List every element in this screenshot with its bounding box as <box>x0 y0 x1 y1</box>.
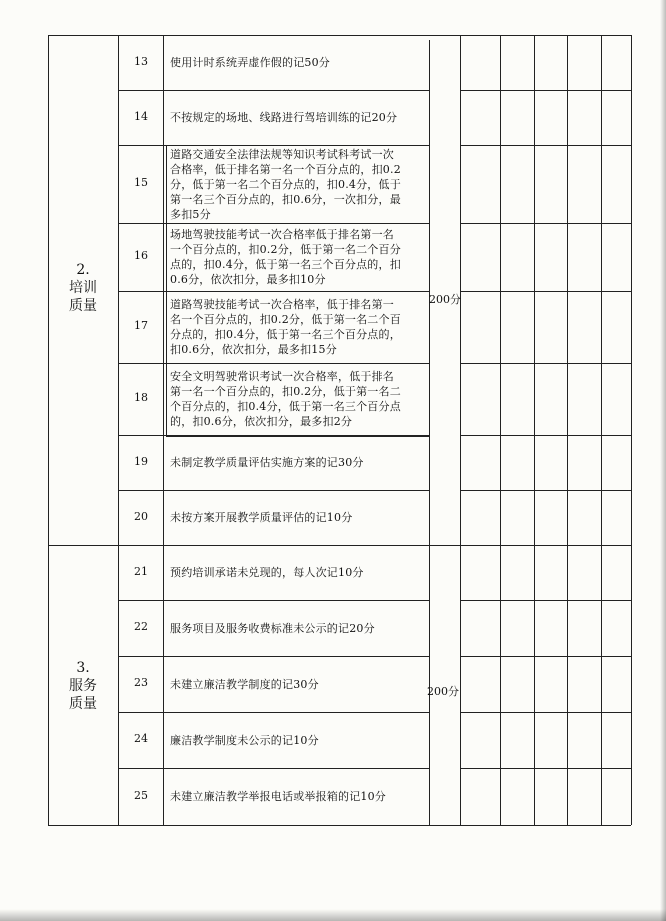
row-line <box>460 363 631 364</box>
criterion-line: 服务项目及服务收费标准未公示的记20分 <box>170 621 375 635</box>
criterion-line: 使用计时系统弄虚作假的记50分 <box>170 56 330 69</box>
table-border-bottom <box>48 825 631 826</box>
category-score: 200分 <box>429 293 461 306</box>
row-line <box>118 600 429 601</box>
row-line <box>460 712 631 713</box>
table-col-line <box>567 35 568 825</box>
criterion-line: 廉洁教学制度未公示的记10分 <box>170 733 319 747</box>
table-border-top <box>48 35 631 36</box>
table-col-line <box>163 35 164 825</box>
criterion-line: 预约培训承诺未兑现的，每人次记10分 <box>170 566 364 579</box>
table-col-line <box>460 35 461 825</box>
row-number: 14 <box>134 109 148 123</box>
criterion-line: 0.6分，依次扣分，最多扣10分 <box>170 273 326 286</box>
row-criterion-text <box>170 110 428 125</box>
row-number: 25 <box>134 788 148 802</box>
row-line <box>460 90 631 91</box>
row-line <box>118 712 429 713</box>
row-line <box>118 90 429 91</box>
row-criterion-text <box>170 227 428 287</box>
row-line <box>118 490 429 491</box>
criterion-line: 扣0.6分，依次扣分，最多扣15分 <box>170 343 337 356</box>
table-border-right <box>631 35 632 825</box>
row-line <box>460 768 631 769</box>
table-col-line <box>500 35 501 825</box>
criterion-line: 未制定教学质量评估实施方案的记30分 <box>170 456 364 469</box>
criterion-line: 未建立廉洁教学举报电话或举报箱的记10分 <box>170 790 386 803</box>
row-number: 21 <box>134 564 148 578</box>
row-number: 15 <box>134 176 148 189</box>
criterion-line: 合格率，低于排名第一名一个百分点的，扣0.2 <box>170 162 401 176</box>
category-number: 2. <box>76 262 90 278</box>
row-line <box>460 435 631 436</box>
scan-edge-shadow <box>660 0 666 921</box>
row-number: 22 <box>134 620 148 633</box>
table-col-line <box>118 35 119 825</box>
row-number: 19 <box>134 454 148 468</box>
row-criterion-text <box>170 621 428 636</box>
row-line <box>460 145 631 146</box>
scan-edge-shadow <box>0 909 666 921</box>
row-line <box>460 490 631 491</box>
criterion-line: 不按规定的场地、线路进行驾培训练的记20分 <box>170 111 398 124</box>
criterion-line: 未按方案开展教学质量评估的记10分 <box>170 511 353 524</box>
criterion-line: 第一名三个百分点的，扣0.6分，一次扣分，最 <box>170 192 401 206</box>
row-line <box>118 656 429 657</box>
row-criterion-text <box>170 55 428 70</box>
criterion-line: 个百分点的，扣0.4分，低于第一名三个百分点 <box>170 400 401 413</box>
row-line <box>460 656 631 657</box>
row-criterion-text <box>170 297 428 357</box>
criterion-line: 未建立廉洁教学制度的记30分 <box>170 677 319 691</box>
criterion-line: 点的，扣0.4分，低于第一名三个百分点的，扣 <box>170 258 401 271</box>
row-criterion-text <box>170 677 428 692</box>
criterion-line: 场地驾驶技能考试一次合格率低于排名第一名 <box>170 228 394 241</box>
row-line <box>460 600 631 601</box>
row-criterion-text <box>170 369 428 429</box>
criterion-line: 道路驾驶技能考试一次合格率，低于排名第一 <box>170 298 394 311</box>
row-line <box>118 768 429 769</box>
row-number: 16 <box>134 249 148 262</box>
row-criterion-text <box>170 789 428 804</box>
row-number: 24 <box>134 732 148 745</box>
row-number: 20 <box>134 509 148 523</box>
criterion-line: 名一个百分点的，扣0.2分，低于第一名二个百 <box>170 313 401 326</box>
criterion-line: 第一名一个百分点的，扣0.2分，低于第一名二 <box>170 385 401 398</box>
row-number: 18 <box>134 391 148 404</box>
category-name-line2: 质量 <box>69 696 97 712</box>
table-col-line <box>534 35 535 825</box>
category-name-line1: 服务 <box>69 678 97 694</box>
criterion-line: 多扣5分 <box>170 207 211 221</box>
criterion-line: 的，扣0.6分，依次扣分，最多扣2分 <box>170 415 353 428</box>
row-line <box>460 291 631 292</box>
row-number: 23 <box>134 676 148 689</box>
evaluation-table <box>48 35 631 825</box>
category-score: 200分 <box>427 685 459 698</box>
row-criterion-text <box>170 733 428 748</box>
row-criterion-text <box>170 565 428 580</box>
criterion-line: 分点的，扣0.4分，低于第一名三个百分点的， <box>170 328 401 341</box>
row-line <box>460 223 631 224</box>
row-criterion-text <box>170 147 428 222</box>
row-criterion-text <box>170 455 428 470</box>
category-name-line2: 质量 <box>69 298 97 314</box>
category-name-line1: 培训 <box>69 280 97 296</box>
criterion-line: 分，低于第一名二个百分点的，扣0.4分，低于 <box>170 177 401 191</box>
criterion-line: 安全文明驾驶常识考试一次合格率，低于排名 <box>170 370 394 383</box>
category-training-quality <box>48 261 118 315</box>
row-number: 17 <box>134 319 148 332</box>
category-separator <box>48 545 631 546</box>
row-number: 13 <box>134 54 148 68</box>
criterion-line: 一个百分点的，扣0.2分，低于第一名二个百分 <box>170 243 401 256</box>
table-col-line <box>601 35 602 825</box>
row-criterion-text <box>170 510 428 525</box>
category-service-quality <box>48 659 118 713</box>
criterion-line: 道路交通安全法律法规等知识考试科考试一次 <box>170 147 394 161</box>
category-number: 3. <box>76 660 90 676</box>
